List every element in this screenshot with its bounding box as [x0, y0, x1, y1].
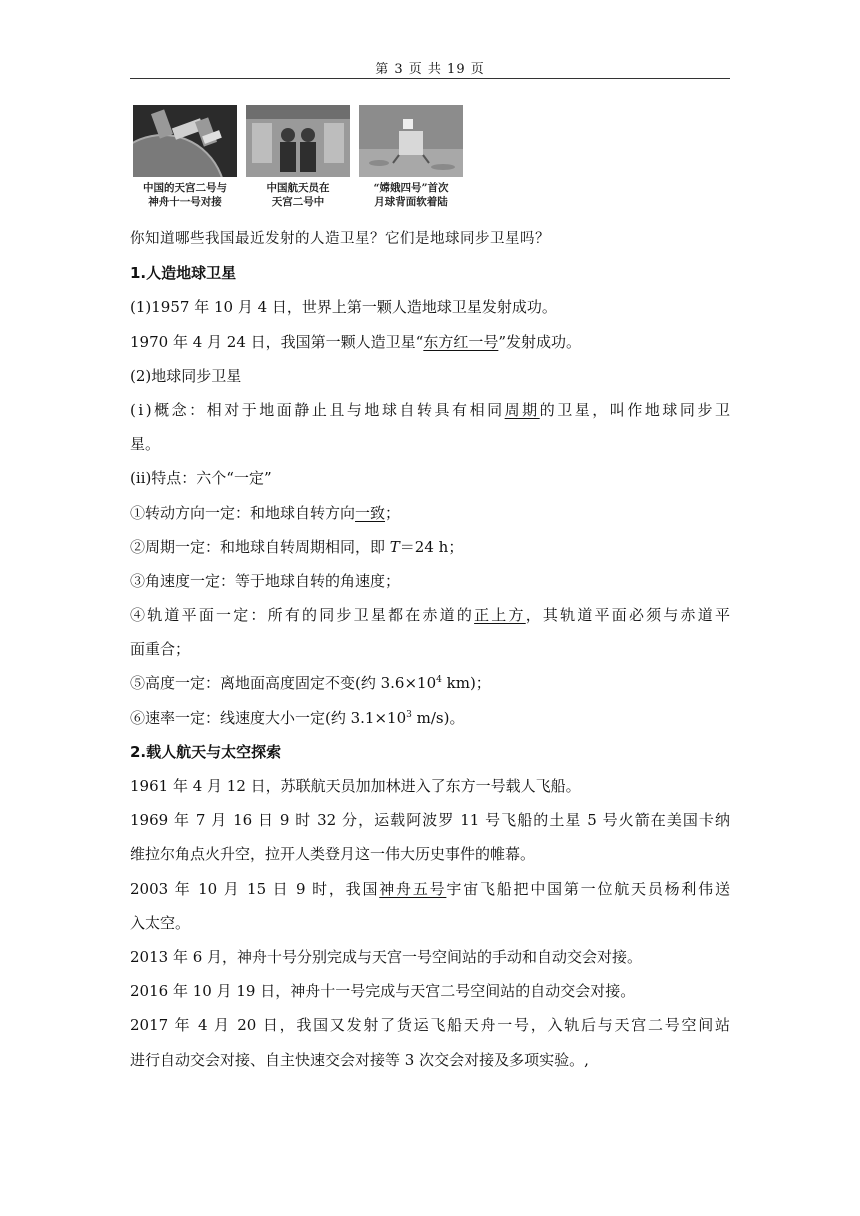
- underlined-answer: 神舟五号: [379, 879, 447, 898]
- feature-item: ⑥速率一定：线速度大小一定(约 $3.1\times 10^3$ m/s)。: [130, 708, 465, 727]
- header-divider: [130, 78, 730, 79]
- figure-astronauts: [246, 105, 350, 209]
- space-station-docking-photo: [133, 105, 237, 177]
- paragraph: 2017 年 4 月 20 日，我国又发射了货运飞船天舟一号，入轨后与天宫二号空间站: [130, 1016, 730, 1035]
- figure-strip: [133, 105, 463, 215]
- underlined-answer: 周期: [504, 400, 540, 419]
- question-text: 你知道哪些我国最近发射的人造卫星？它们是地球同步卫星吗？: [130, 231, 550, 247]
- paragraph: 维拉尔角点火升空，拉开人类登月这一伟大历史事件的帷幕。: [130, 845, 536, 864]
- figure-caption-line: 中国航天员在: [266, 182, 330, 194]
- feature-item: 面重合；: [130, 640, 191, 659]
- figure-caption-line: 中国的天宫二号与: [143, 182, 227, 194]
- underlined-answer: 东方红一号: [423, 332, 499, 351]
- paragraph: 2003 年 10 月 15 日 9 时，我国神舟五号宇宙飞船把中国第一位航天员杨利伟送: [130, 879, 730, 898]
- paragraph: 入太空。: [130, 913, 191, 932]
- lunar-lander-photo: [359, 105, 463, 177]
- paragraph: 1970 年 4 月 24 日，我国第一颗人造卫星“东方红一号”发射成功。: [130, 332, 582, 351]
- figure-caption-line: “嫦娥四号”首次: [373, 182, 449, 194]
- paragraph: 1969 年 7 月 16 日 9 时 32 分，运载阿波罗 11 号飞船的土星 5 号火箭在美国卡纳: [130, 811, 730, 830]
- figure-caption-line: 天宫二号中: [271, 196, 325, 208]
- figure-caption-line: 神舟十一号对接: [148, 196, 222, 208]
- paragraph: (1)1957 年 10 月 4 日，世界上第一颗人造地球卫星发射成功。: [130, 298, 557, 317]
- underlined-answer: 一致: [355, 503, 386, 522]
- feature-item: ①转动方向一定：和地球自转方向一致；: [130, 503, 401, 522]
- figure-docking: [133, 105, 237, 209]
- feature-item: ⑤高度一定：离地面高度固定不变(约 $3.6\times 10^4$ km)；: [130, 674, 491, 693]
- feature-item: ②周期一定：和地球自转周期相同，即 T＝24 h；: [130, 537, 464, 556]
- paragraph: 进行自动交会对接、自主快速交会对接等 3 次交会对接及多项实验。,: [130, 1050, 589, 1069]
- paragraph: 2013 年 6 月，神舟十号分别完成与天宫一号空间站的手动和自动交会对接。: [130, 947, 643, 966]
- paragraph: 星。: [130, 435, 161, 454]
- underlined-answer: 正上方: [474, 606, 526, 625]
- paragraph: (ⅰ)概念：相对于地面静止且与地球自转具有相同周期的卫星，叫作地球同步卫: [130, 400, 730, 419]
- feature-item: ③角速度一定：等于地球自转的角速度；: [130, 571, 401, 590]
- paragraph: (ⅱ)特点：六个“一定”: [130, 469, 272, 488]
- paragraph: 2016 年 10 月 19 日，神舟十一号完成与天宫二号空间站的自动交会对接。: [130, 982, 636, 1001]
- section-heading: 1.人造地球卫星: [130, 264, 237, 283]
- page-header: 第 3 页 共 19 页: [375, 62, 485, 77]
- astronauts-in-station-photo: [246, 105, 350, 177]
- figure-lunar-lander: [359, 105, 463, 209]
- document-body: [130, 222, 730, 1077]
- figure-caption-line: 月球背面软着陆: [374, 196, 448, 208]
- paragraph: 1961 年 4 月 12 日，苏联航天员加加林进入了东方一号载人飞船。: [130, 777, 581, 795]
- feature-item: ④轨道平面一定：所有的同步卫星都在赤道的正上方，其轨道平面必须与赤道平: [130, 606, 730, 625]
- paragraph: (2)地球同步卫星: [130, 366, 242, 385]
- section-heading: 2.载人航天与太空探索: [130, 742, 282, 761]
